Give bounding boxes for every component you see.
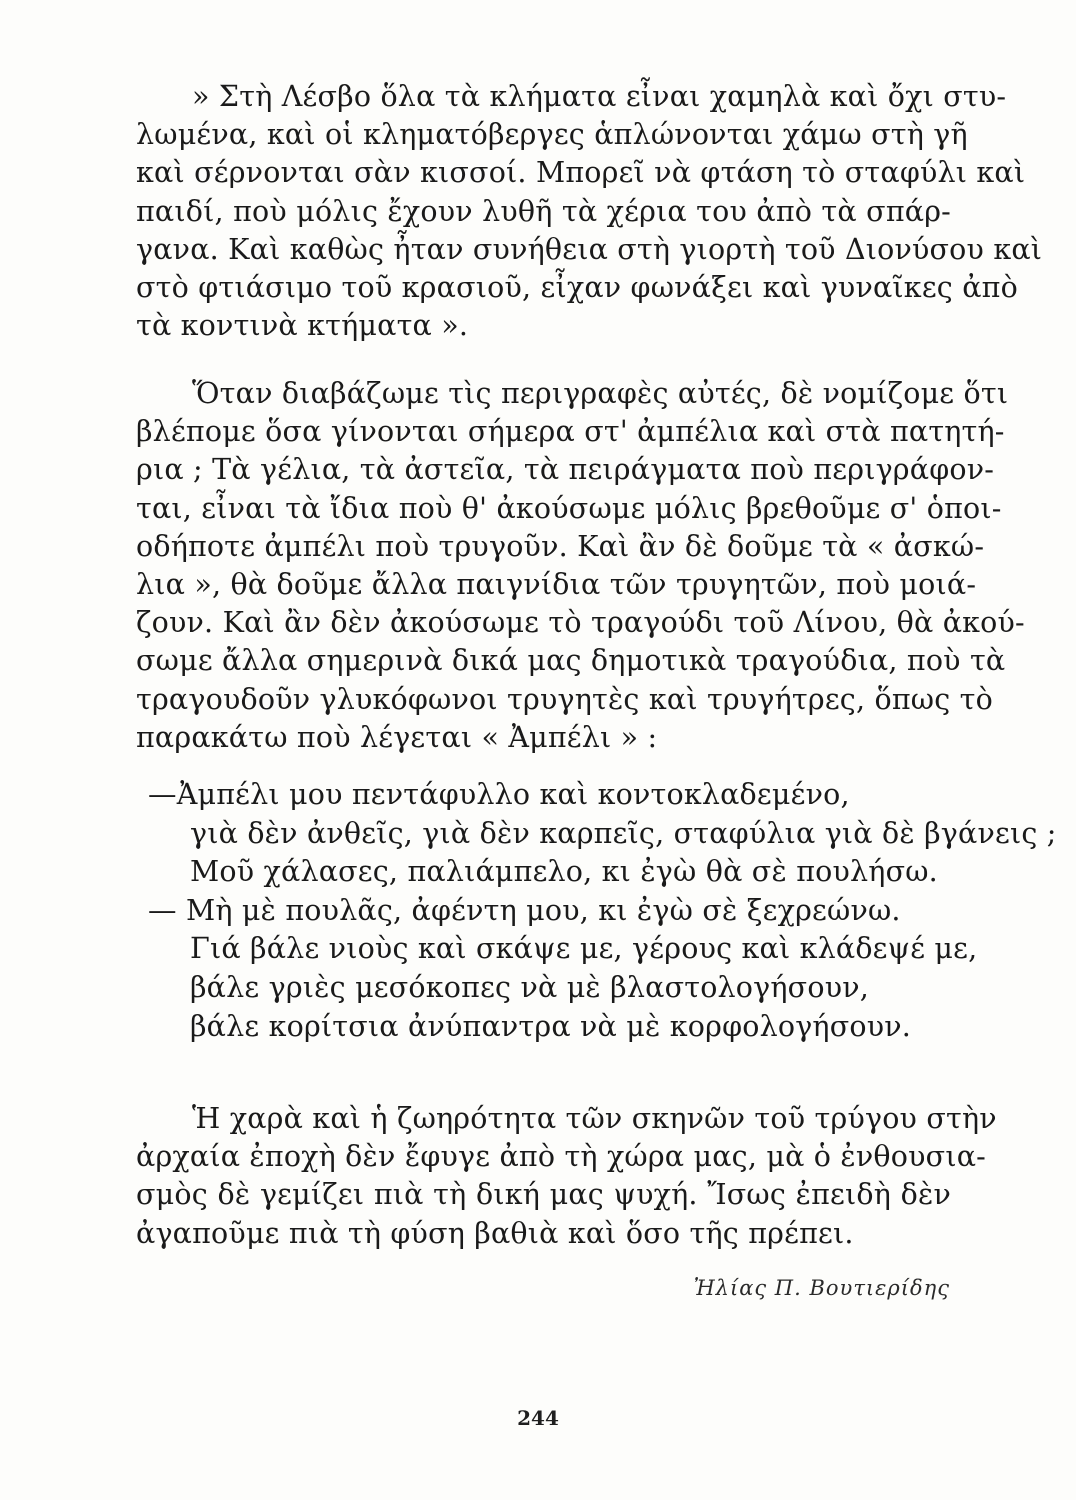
poem-line: βάλε κορίτσια ἀνύπαντρα νὰ μὲ κορφολογήσουν.	[190, 1009, 912, 1043]
text-line: σωμε ἄλλα σημερινὰ δικά μας δημοτικὰ τραγούδια, ποὺ τὰ	[136, 644, 1006, 678]
text-line: βλέπομε ὅσα γίνονται σήμερα στ' ἀμπέλια καὶ στὰ πατητή-	[136, 415, 1005, 449]
paragraph-2	[136, 375, 1025, 757]
text-line: γανα. Καὶ καθὼς ἦταν συνήθεια στὴ γιορτὴ τοῦ Διονύσου καὶ	[136, 232, 1043, 266]
text-line: ἀρχαία ἐποχὴ δὲν ἔφυγε ἀπὸ τὴ χώρα μας, μὰ ὁ ἐνθουσια-	[136, 1140, 986, 1174]
page-number: 244	[517, 1406, 559, 1430]
text-line: καὶ σέρνονται σὰν κισσοί. Μπορεῖ νὰ φτάση τὸ σταφύλι καὶ	[136, 156, 1026, 190]
paragraph-3	[136, 1100, 997, 1253]
poem-line: βάλε γριὲς μεσόκοπες νὰ μὲ βλαστολογήσουν,	[190, 970, 869, 1004]
text-line: Ἡ χαρὰ καὶ ἡ ζωηρότητα τῶν σκηνῶν τοῦ τρύγου στὴν	[192, 1102, 997, 1135]
text-line: ζουν. Καὶ ἂν δὲν ἀκούσωμε τὸ τραγούδι τοῦ Λίνου, θὰ ἀκού-	[136, 606, 1025, 640]
text-line: » Στὴ Λέσβο ὅλα τὰ κλήματα εἶναι χαμηλὰ καὶ ὄχι στυ-	[192, 80, 1007, 113]
text-line: λια », θὰ δοῦμε ἄλλα παιγνίδια τῶν τρυγητῶν, ποὺ μοιά-	[136, 567, 977, 601]
text-line: ρια ; Τὰ γέλια, τὰ ἀστεῖα, τὰ πειράγματα ποὺ περιγράφον-	[136, 453, 995, 487]
author-signature: Ἠλίας Π. Βουτιερίδης	[693, 1276, 950, 1300]
text-line: λωμένα, καὶ οἱ κληματόβεργες ἁπλώνονται χάμω στὴ γῆ	[136, 118, 968, 152]
poem-line: — Μὴ μὲ πουλᾶς, ἀφέντη μου, κι ἐγὼ σὲ ξεχρεώνω.	[148, 893, 901, 927]
text-line: παρακάτω ποὺ λέγεται « Ἀμπέλι » :	[136, 720, 658, 754]
poem-line: γιὰ δὲν ἀνθεῖς, γιὰ δὲν καρπεῖς, σταφύλια γιὰ δὲ βγάνεις ;	[190, 816, 1057, 850]
poem-line: Μοῦ χάλασες, παλιάμπελο, κι ἐγὼ θὰ σὲ πουλήσω.	[190, 855, 938, 889]
text-line: Ὅταν διαβάζωμε τὶς περιγραφὲς αὐτές, δὲ νομίζομε ὅτι	[192, 377, 1009, 410]
text-line: σμὸς δὲ γεμίζει πιὰ τὴ δική μας ψυχή. Ἴσως ἐπειδὴ δὲν	[136, 1178, 951, 1212]
poem-line: —Ἀμπέλι μου πεντάφυλλο καὶ κοντοκλαδεμένο,	[148, 778, 850, 811]
paragraph-1	[136, 78, 1043, 345]
poem-line: Γιά βάλε νιοὺς καὶ σκάψε με, γέρους καὶ κλάδεψέ με,	[190, 932, 978, 966]
text-line: στὸ φτιάσιμο τοῦ κρασιοῦ, εἶχαν φωνάξει καὶ γυναῖκες ἀπὸ	[136, 270, 1018, 304]
text-line: οδήποτε ἀμπέλι ποὺ τρυγοῦν. Καὶ ἂν δὲ δοῦμε τὰ « ἀσκώ-	[136, 529, 985, 563]
text-line: ἀγαποῦμε πιὰ τὴ φύση βαθιὰ καὶ ὅσο τῆς πρέπει.	[136, 1216, 854, 1250]
poem-ampeli	[148, 776, 1057, 1046]
text-line: τραγουδοῦν γλυκόφωνοι τρυγητὲς καὶ τρυγήτρες, ὅπως τὸ	[136, 682, 993, 716]
text-line: τὰ κοντινὰ κτήματα ».	[136, 309, 469, 343]
text-line: ται, εἶναι τὰ ἴδια ποὺ θ' ἀκούσωμε μόλις βρεθοῦμε σ' ὁποι-	[136, 491, 1002, 525]
text-line: παιδί, ποὺ μόλις ἔχουν λυθῆ τὰ χέρια του ἀπὸ τὰ σπάρ-	[136, 194, 951, 228]
